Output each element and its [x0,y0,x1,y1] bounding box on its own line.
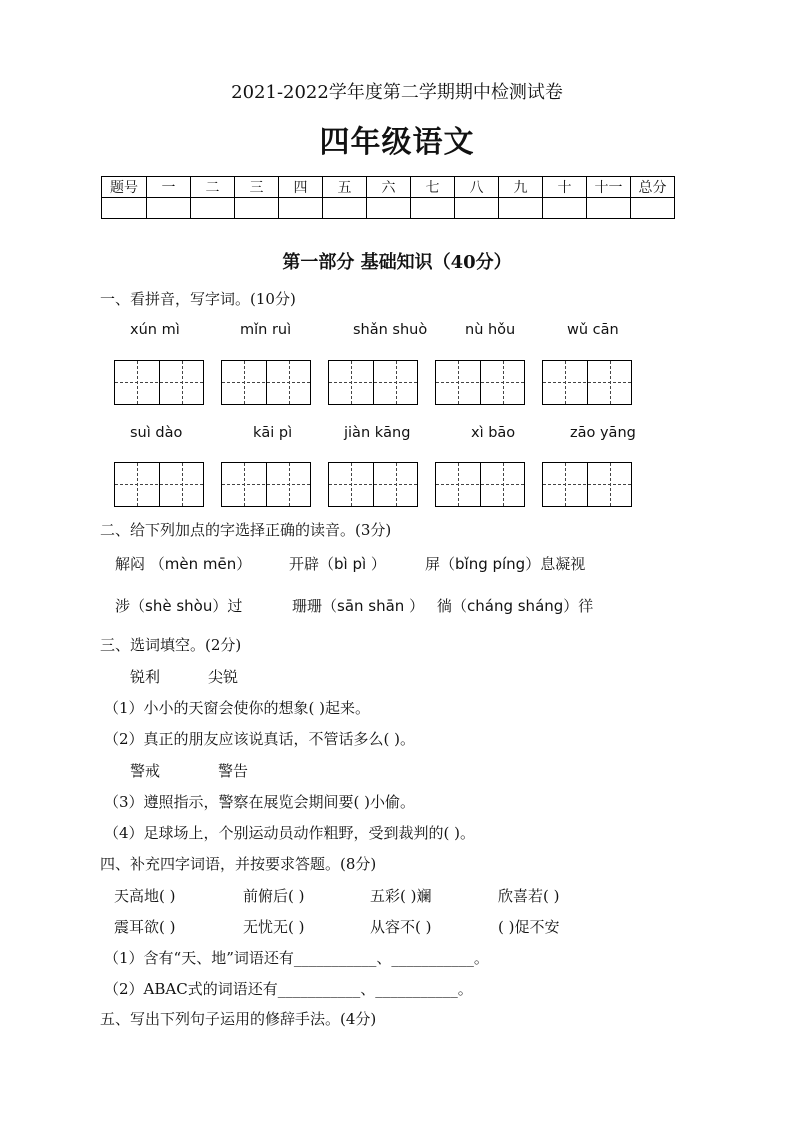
pinyin-label: nù hǒu [465,322,516,338]
score-header-cell: 八 [455,177,499,198]
writing-grid[interactable] [221,462,311,507]
writing-grid[interactable] [542,360,632,405]
reading-choice: 开辟（bì pì ） [289,555,386,573]
writing-grid[interactable] [114,360,204,405]
writing-grid[interactable] [435,360,525,405]
score-table-header-row [102,177,675,198]
question-5-title: 五、写出下列句子运用的修辞手法。(4分) [100,1010,377,1028]
score-cell[interactable] [411,198,455,219]
score-header-cell: 题号 [102,177,147,198]
score-cell[interactable] [499,198,543,219]
score-cell[interactable] [235,198,279,219]
idiom-blank: 无忧无( ) [243,918,305,936]
score-cell[interactable] [543,198,587,219]
score-cell[interactable] [191,198,235,219]
score-header-cell: 五 [323,177,367,198]
reading-choice: 屏（bǐng píng）息凝视 [425,555,586,573]
fill-sentence: （4）足球场上，个别运动员动作粗野，受到裁判的( )。 [104,824,476,842]
score-header-cell: 十一 [587,177,631,198]
fill-sentence: （1）小小的天窗会使你的想象( )起来。 [104,699,371,717]
pinyin-label: shǎn shuò [353,322,428,338]
pinyin-label: zāo yāng [570,425,636,441]
pinyin-label: kāi pì [253,425,293,441]
exam-title: 2021-2022学年度第二学期期中检测试卷 [231,82,563,103]
question-3-title: 三、选词填空。(2分) [100,636,242,654]
pinyin-label: wǔ cān [567,322,619,338]
score-cell[interactable] [455,198,499,219]
score-cell[interactable] [279,198,323,219]
word-option: 警戒 [130,762,161,780]
question-2-title: 二、给下列加点的字选择正确的读音。(3分) [100,521,392,539]
writing-grid[interactable] [114,462,204,507]
score-cell[interactable] [323,198,367,219]
fill-sentence: （2）真正的朋友应该说真话，不管话多么( )。 [104,730,416,748]
score-header-cell: 四 [279,177,323,198]
part-title: 第一部分 基础知识（40分） [282,252,512,273]
writing-grid[interactable] [542,462,632,507]
idiom-blank: 前俯后( ) [243,887,305,905]
idiom-blank: 从容不( ) [370,918,432,936]
reading-choice: 徜（cháng sháng）徉 [437,597,594,615]
subject-title: 四年级语文 [319,125,475,160]
fill-sentence: （2）ABAC式的词语还有___________、___________。 [104,980,473,998]
fill-sentence: （3）遵照指示，警察在展览会期间要( )小偷。 [104,793,416,811]
word-option: 尖锐 [208,668,239,686]
word-option: 锐利 [130,668,161,686]
reading-choice: 涉（shè shòu）过 [115,597,243,615]
score-header-cell: 九 [499,177,543,198]
score-cell[interactable] [147,198,191,219]
score-header-cell: 二 [191,177,235,198]
question-4-title: 四、补充四字词语，并按要求答题。(8分) [100,855,377,873]
score-header-cell: 十 [543,177,587,198]
word-option: 警告 [218,762,249,780]
score-cell[interactable] [631,198,675,219]
idiom-blank: ( )促不安 [498,918,560,936]
reading-choice: 解闷 （mèn mēn） [115,555,252,573]
score-cell[interactable] [587,198,631,219]
idiom-blank: 欣喜若( ) [498,887,560,905]
score-cell[interactable] [102,198,147,219]
pinyin-label: xì bāo [471,425,516,441]
score-table [101,176,675,219]
score-cell[interactable] [367,198,411,219]
pinyin-label: xún mì [130,322,180,338]
question-1-title: 一、看拼音，写字词。(10分) [100,290,296,308]
score-header-cell: 总分 [631,177,675,198]
idiom-blank: 天高地( ) [114,887,176,905]
fill-sentence: （1）含有“天、地”词语还有___________、___________。 [104,949,489,967]
idiom-blank: 五彩( )斓 [370,887,432,905]
score-header-cell: 三 [235,177,279,198]
writing-grid[interactable] [435,462,525,507]
pinyin-label: jiàn kāng [344,425,411,441]
reading-choice: 珊珊（sān shān ） [292,597,425,615]
score-header-cell: 六 [367,177,411,198]
score-header-cell: 七 [411,177,455,198]
pinyin-label: suì dào [130,425,183,441]
writing-grid[interactable] [221,360,311,405]
writing-grid[interactable] [328,462,418,507]
pinyin-label: mǐn ruì [240,322,292,338]
score-table-blank-row [102,198,675,219]
idiom-blank: 震耳欲( ) [114,918,176,936]
score-header-cell: 一 [147,177,191,198]
writing-grid[interactable] [328,360,418,405]
